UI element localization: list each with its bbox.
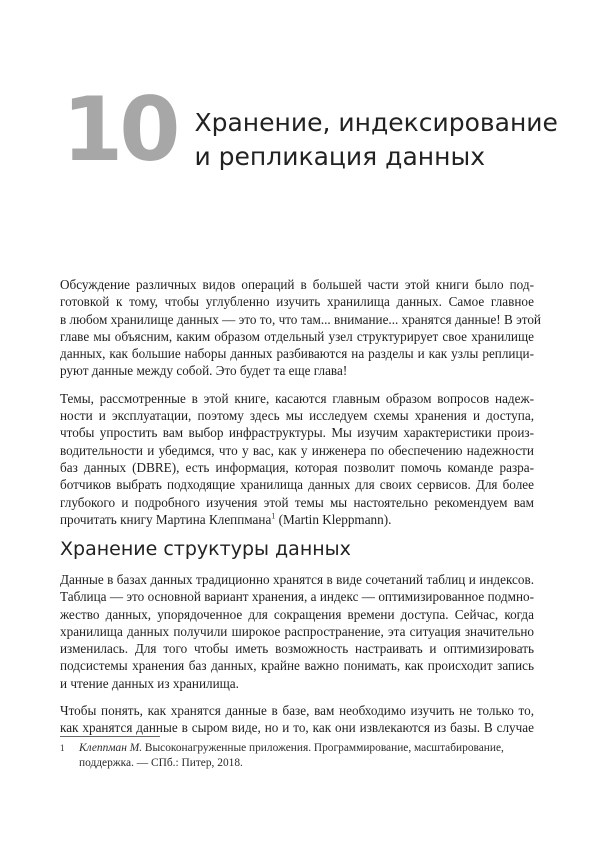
text-fragment: прочитать книгу Мартина Клеппмана [60, 511, 272, 527]
footnote-body [79, 741, 534, 771]
text-line: изменилась. Для того чтобы иметь возможность настраивать и оптимизировать [60, 641, 534, 657]
section-text [60, 571, 534, 747]
footnote [60, 741, 534, 771]
text-line: Обсуждение различных видов операций в большей части этой книги было под- [60, 277, 534, 292]
text-line: водительности и убедимся, что у вас, как у инженера по обеспечению надежности [60, 442, 534, 458]
footnote-mark: 1 [60, 743, 65, 753]
section-paragraph-2 [60, 702, 534, 737]
text-line: руют данные между собой. Это будет та еще глава! [60, 363, 348, 379]
footnote-reference[interactable]: 1 [271, 511, 276, 521]
text-line: Данные в базах данных традиционно хранятся в виде сочетаний таблиц и индексов. [60, 572, 534, 587]
chapter-title-line-2: и репликация данных [194, 142, 485, 171]
text-line: данных, как большие наборы данных разбиваются на разделы и как узлы реплици- [60, 346, 534, 362]
section-paragraph-1 [60, 571, 534, 692]
text-fragment: (Martin Kleppmann). [275, 511, 392, 527]
text-line: чтобы упростить вам выбор инфраструктуры. Мы изучим характеристики произ- [60, 425, 534, 441]
footnote-divider [60, 736, 160, 737]
text-line: и чтение данных из хранилища. [60, 675, 239, 691]
text-line: жество данных, упорядоченное для сокращения времени доступа. Сейчас, когда [60, 606, 534, 622]
footnote-line-1 [79, 741, 534, 756]
chapter-number: 10 [62, 78, 177, 181]
text-line: Чтобы понять, как хранятся данные в базе, вам необходимо изучить не только то, [60, 703, 534, 719]
text-line: подсистемы хранения баз данных, крайне важно понимать, как происходит запись [60, 658, 534, 674]
text-line: готовкой к тому, чтобы углубленно изучить хранилища данных. Самое главное [60, 294, 534, 310]
chapter-title [194, 106, 557, 174]
text-line: ботчиков выбрать подходящие хранилища данных для своих сервисов. Для более [60, 477, 534, 493]
footnote-text: Высоконагруженные приложения. Программирование, масштабирование, [142, 742, 504, 754]
text-line: в любом хранилище данных — это то, что там... внимание... хранятся данные! В этой [60, 311, 541, 327]
chapter-header [62, 78, 558, 181]
intro-paragraph-1 [60, 276, 541, 380]
text-line: глубокого и подробного изучения этой темы мы настоятельно рекомендуем вам [60, 494, 534, 510]
text-line: баз данных (DBRE), есть информация, которая позволит помочь команде разра- [60, 459, 534, 475]
text-line: Таблица — это основной вариант хранения, а индекс — оптимизированное подмно- [60, 589, 534, 605]
text-line: хранилища данных получили широкое распространение, эта ситуация значительно [60, 623, 534, 639]
text-line: Темы, рассмотренные в этой книге, касаются главным образом вопросов надеж- [60, 390, 534, 406]
footnote-author: Клеппман М. [79, 742, 143, 754]
text-line: ности и эксплуатации, поэтому здесь мы исследуем схемы хранения и доступа, [60, 408, 534, 424]
text-line: главе мы объясним, каким образом отдельный узел структурирует свое хранилище [60, 328, 534, 344]
text-line [60, 511, 534, 528]
intro-text [60, 276, 541, 538]
intro-paragraph-2 [60, 390, 534, 528]
footnote-line-2: поддержка. — СПб.: Питер, 2018. [79, 757, 243, 769]
text-line: как хранятся данные в сыром виде, но и то, как они извлекаются из базы. В случае [60, 720, 534, 736]
section-heading: Хранение структуры данных [60, 538, 351, 560]
chapter-title-line-1: Хранение, индексирование [194, 108, 558, 137]
